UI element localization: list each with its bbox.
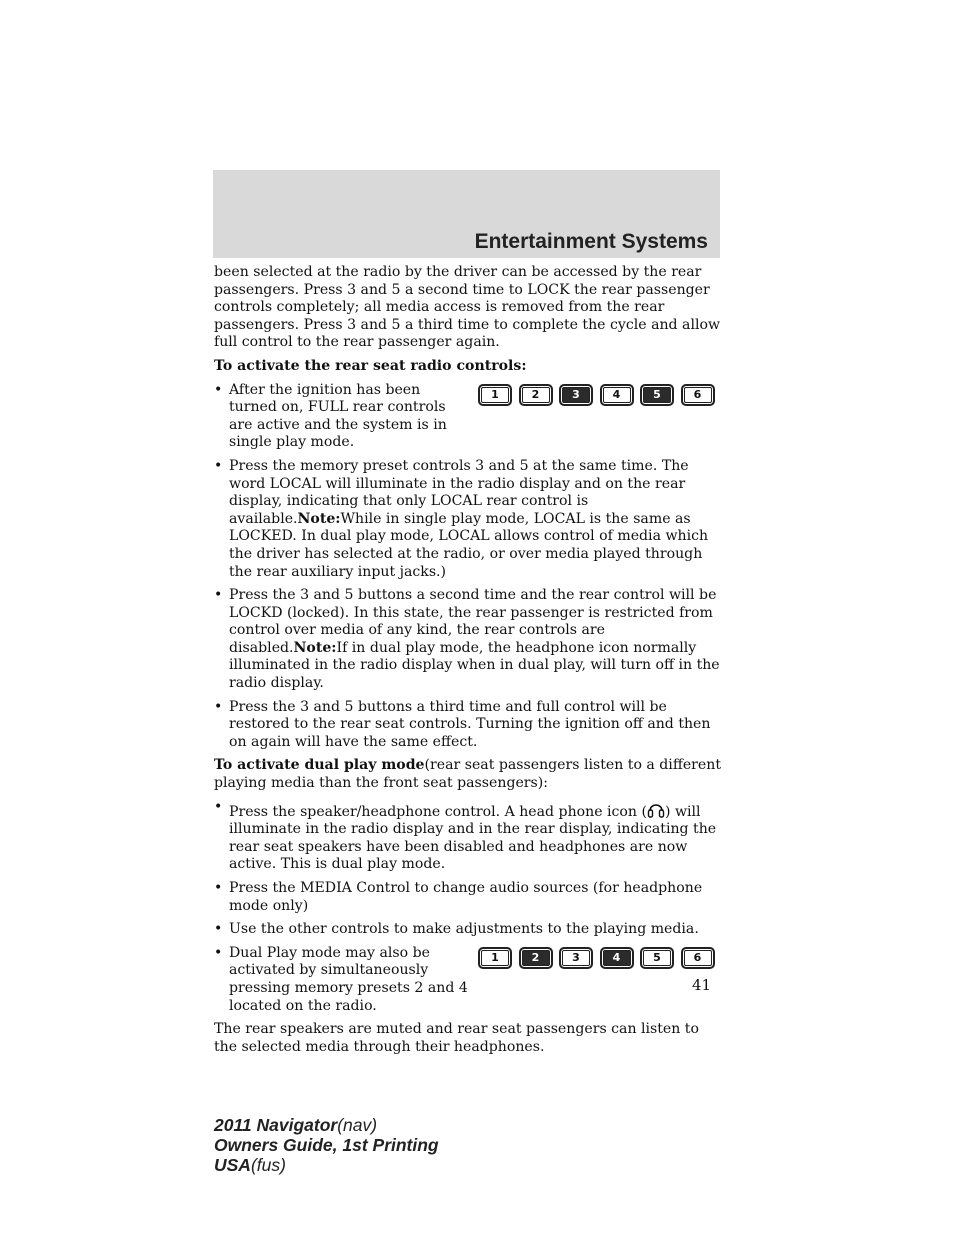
page-number: 41 xyxy=(692,976,712,994)
preset-button: 4 xyxy=(600,384,634,406)
bullet-dot: • xyxy=(214,944,223,961)
preset-button-highlighted: 5 xyxy=(640,384,674,406)
preset-button: 6 xyxy=(681,947,715,969)
bullet-text-part: ) will illuminate in the radio display and in the rear display, indicating the rear seat speakers have been disabled and headphones are now active. This is dual play mode. xyxy=(229,803,717,873)
preset-button-highlighted: 2 xyxy=(519,947,553,969)
preset-button: 3 xyxy=(559,947,593,969)
headphone-icon xyxy=(647,799,665,821)
bullet-dot: • xyxy=(214,698,223,715)
note-label: Note: xyxy=(293,639,337,656)
footer-imprint xyxy=(214,1115,439,1175)
list-item xyxy=(214,921,724,939)
page-body xyxy=(214,264,724,1062)
bullet-text-part: If in dual play mode, the headphone icon normally illuminated in the radio display when in dual play, will turn off in the radio display. xyxy=(229,639,720,692)
bullet-text xyxy=(229,587,724,693)
list-item xyxy=(214,799,724,874)
intro-paragraph: been selected at the radio by the driver can be accessed by the rear passengers. Press 3 and 5 a second time to LOCK the rear passenger controls completely; all media access is removed from the rear passengers. Press 3 and 5 a third time to complete the cycle and allow full control to the rear passenger again. xyxy=(214,264,721,351)
bullet-text-part: Press the memory preset controls 3 and 5 at the same time. The word LOCAL will illuminate in the radio display and on the rear display, indicating that only LOCAL rear control is available. xyxy=(229,457,689,527)
preset-button-row-2 xyxy=(478,947,715,969)
bullet-text: Press the 3 and 5 buttons a third time and full control will be restored to the rear seat controls. Turning the ignition off and then on again will have the same effect. xyxy=(229,698,711,750)
list-item xyxy=(214,587,724,693)
footer-model-code: (nav) xyxy=(337,1115,378,1135)
bullet-dot: • xyxy=(214,798,223,815)
list-item xyxy=(214,458,724,581)
preset-button-row-1 xyxy=(478,384,715,406)
dual-play-paragraph xyxy=(214,757,724,792)
bullet-text: Use the other controls to make adjustments to the playing media. xyxy=(229,921,699,938)
preset-button: 1 xyxy=(478,947,512,969)
preset-button-highlighted: 4 xyxy=(600,947,634,969)
list-item xyxy=(214,699,724,752)
footer-market-code: (fus) xyxy=(250,1155,286,1175)
bullet-text: Dual Play mode may also be activated by simultaneously pressing memory presets 2 and 4 located on the radio. xyxy=(229,944,468,1014)
heading-rear-controls: To activate the rear seat radio controls: xyxy=(214,357,527,374)
bullet-dot: • xyxy=(214,587,223,604)
bullet-text xyxy=(229,458,724,581)
footer-model: 2011 Navigator xyxy=(214,1115,338,1135)
footer-line-3 xyxy=(214,1155,439,1175)
bullet-row-with-presets xyxy=(214,382,724,458)
section-header-band xyxy=(213,170,720,258)
list-item xyxy=(214,880,724,915)
bullet-dot: • xyxy=(214,921,223,938)
preset-button: 2 xyxy=(519,384,553,406)
footer-market: USA xyxy=(214,1155,251,1175)
footer-line-2: Owners Guide, 1st Printing xyxy=(214,1135,439,1155)
list-item xyxy=(214,945,469,1015)
preset-button: 6 xyxy=(681,384,715,406)
heading-dual-play: To activate dual play mode xyxy=(214,757,425,774)
bullet-text-part: Press the 3 and 5 buttons a second time and the rear control will be LOCKD (locked). In this state, the rear passenger is restricted from control over media of any kind, the rear controls are disabled. xyxy=(229,587,717,656)
bullet-dot: • xyxy=(214,880,223,896)
section-title: Entertainment Systems xyxy=(474,230,708,253)
footer-line-1 xyxy=(214,1115,439,1135)
bullet-text: After the ignition has been turned on, FULL rear controls are active and the system is in single play mode. xyxy=(229,381,447,451)
preset-button: 1 xyxy=(478,384,512,406)
bullet-text: Press the MEDIA Control to change audio sources (for headphone mode only) xyxy=(229,880,703,914)
preset-button: 5 xyxy=(640,947,674,969)
bullet-dot: • xyxy=(214,381,223,398)
preset-button-highlighted: 3 xyxy=(559,384,593,406)
dual-play-intro: (rear seat passengers listen to a different playing media than the front seat passengers): xyxy=(214,757,721,792)
bullet-text-part: While in single play mode, LOCAL is the same as LOCKED. In dual play mode, LOCAL allows control of media which the driver has selected at the radio, or over media played through the rear auxiliary input jacks.) xyxy=(229,510,709,580)
note-label: Note: xyxy=(297,510,341,527)
list-item xyxy=(214,382,469,452)
bullet-text-part: Press the speaker/headphone control. A head phone icon ( xyxy=(229,803,647,820)
closing-paragraph: The rear speakers are muted and rear seat passengers can listen to the selected media through their headphones. xyxy=(214,1021,699,1055)
bullet-dot: • xyxy=(214,457,223,474)
bullet-row-with-presets xyxy=(214,945,724,1021)
bullet-text xyxy=(229,799,724,874)
